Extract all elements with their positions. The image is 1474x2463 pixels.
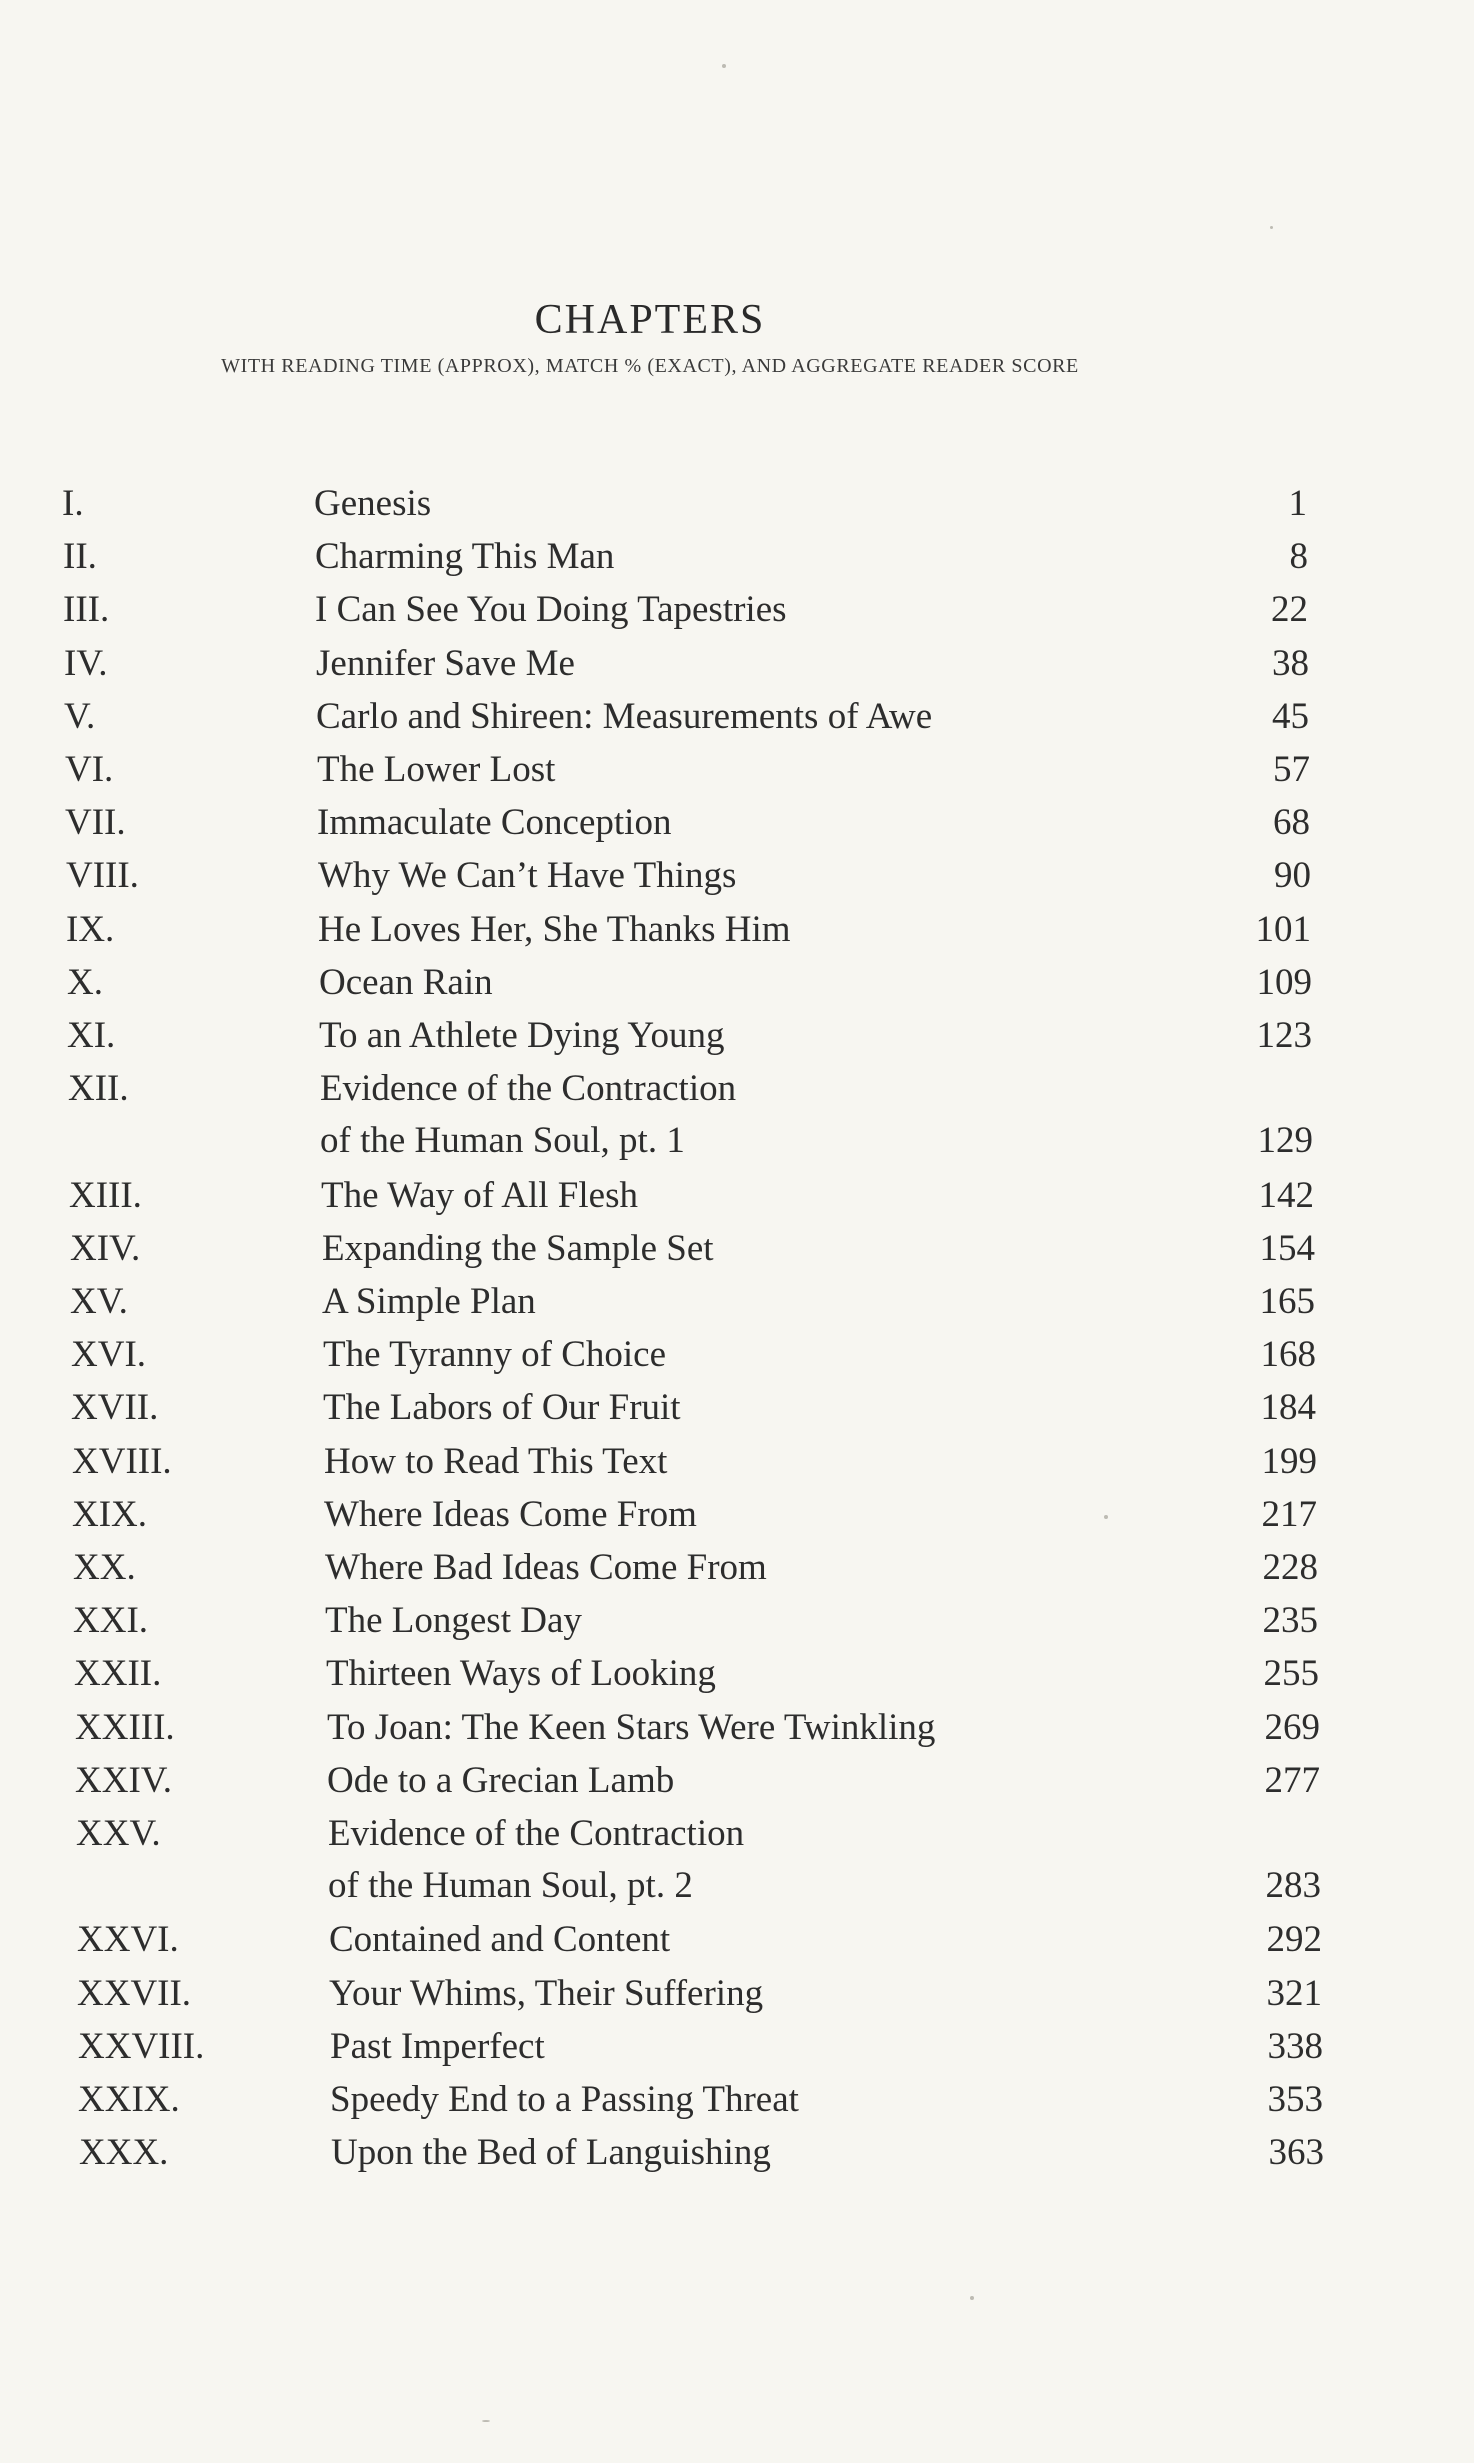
- toc-row: [75, 1759, 1320, 1811]
- chapter-number: VII.: [65, 802, 126, 844]
- chapter-title: Evidence of the Contraction: [328, 1813, 745, 1854]
- chapter-title: Ocean Rain: [319, 961, 493, 1003]
- chapter-number: XII.: [68, 1068, 129, 1110]
- toc-row: [75, 1706, 1320, 1758]
- chapter-title-continued: of the Human Soul, pt. 1: [320, 1120, 685, 1162]
- toc-row: [73, 1546, 1318, 1598]
- chapter-number: V.: [64, 695, 96, 737]
- toc-row: [70, 1227, 1315, 1279]
- chapter-title: To an Athlete Dying Young: [319, 1015, 725, 1056]
- chapter-number: VIII.: [66, 855, 139, 897]
- chapter-number: XVI.: [71, 1334, 147, 1376]
- chapter-title: Contained and Content: [329, 1919, 671, 1961]
- chapter-number: XX.: [73, 1547, 136, 1588]
- chapter-page-number: 165: [1259, 1281, 1315, 1322]
- chapter-number: VI.: [65, 749, 114, 790]
- chapter-page-number: 38: [1272, 642, 1309, 684]
- chapter-number: XI.: [67, 1015, 116, 1056]
- chapter-page-number: 217: [1261, 1493, 1317, 1535]
- chapter-title: Upon the Bed of Languishing: [331, 2132, 771, 2174]
- toc-row: [71, 1386, 1316, 1438]
- chapter-number: XXVIII.: [78, 2025, 205, 2067]
- chapter-page-number: 269: [1264, 1706, 1320, 1748]
- toc-row: [62, 482, 1307, 534]
- chapter-number: XXIV.: [75, 1759, 172, 1801]
- chapter-title: Jennifer Save Me: [316, 642, 575, 684]
- chapter-page-number: 292: [1266, 1919, 1322, 1961]
- chapter-title: Immaculate Conception: [317, 802, 672, 844]
- toc-row: [70, 1280, 1315, 1332]
- chapter-page-number: 277: [1264, 1759, 1320, 1801]
- page-subtitle: WITH READING TIME (APPROX), MATCH % (EXACT), AND AGGREGATE READER SCORE: [221, 355, 1079, 377]
- chapter-number: XXX.: [79, 2132, 169, 2174]
- chapter-page-number: 101: [1255, 908, 1311, 950]
- toc-row: [66, 854, 1311, 906]
- toc-row: [72, 1440, 1317, 1492]
- chapter-title: The Tyranny of Choice: [323, 1334, 666, 1376]
- chapter-title: Past Imperfect: [330, 2025, 545, 2067]
- chapter-title: Your Whims, Their Suffering: [329, 1972, 764, 2014]
- chapter-number: XIX.: [72, 1493, 148, 1535]
- chapter-number: XXIX.: [78, 2079, 180, 2120]
- chapter-title: Evidence of the Contraction: [320, 1068, 737, 1110]
- chapter-page-number: 199: [1261, 1440, 1317, 1482]
- chapter-title: Charming This Man: [315, 536, 615, 578]
- chapter-number: XVIII.: [72, 1440, 172, 1482]
- chapter-page-number: 22: [1271, 589, 1308, 631]
- chapter-page-number: 154: [1259, 1227, 1315, 1269]
- chapter-page-number: 129: [1257, 1120, 1313, 1162]
- chapter-title: He Loves Her, She Thanks Him: [318, 908, 791, 950]
- paper-speck: [722, 64, 726, 68]
- chapter-title: The Lower Lost: [317, 749, 556, 790]
- chapter-page-number: 109: [1256, 961, 1312, 1003]
- toc-row: [73, 1599, 1318, 1651]
- chapter-title-continued: of the Human Soul, pt. 2: [328, 1865, 693, 1906]
- chapter-page-number: 363: [1268, 2132, 1324, 2174]
- chapter-number: XXVI.: [77, 1919, 179, 1961]
- chapter-title: Speedy End to a Passing Threat: [330, 2079, 799, 2120]
- chapter-title: Expanding the Sample Set: [322, 1227, 714, 1269]
- chapter-page-number: 8: [1289, 536, 1308, 578]
- chapter-page-number: 57: [1273, 749, 1310, 790]
- chapter-number: IX.: [66, 908, 115, 950]
- toc-row: [67, 961, 1312, 1013]
- toc-row: [69, 1174, 1314, 1226]
- toc-row: [72, 1493, 1317, 1545]
- toc-row: [78, 2025, 1323, 2077]
- chapter-page-number: 184: [1260, 1387, 1316, 1429]
- toc-row: [64, 695, 1309, 747]
- chapter-title: The Labors of Our Fruit: [323, 1387, 681, 1429]
- chapter-title: Where Bad Ideas Come From: [325, 1547, 767, 1588]
- chapter-page-number: 235: [1262, 1600, 1318, 1642]
- chapter-number: II.: [63, 536, 97, 578]
- chapter-number: I.: [62, 483, 84, 524]
- chapter-page-number: 1: [1288, 483, 1307, 524]
- chapter-title: Why We Can’t Have Things: [318, 855, 737, 897]
- chapter-number: XXV.: [76, 1813, 161, 1854]
- toc-row: [77, 1918, 1322, 1970]
- chapter-title: Ode to a Grecian Lamb: [327, 1759, 675, 1801]
- toc-row: [64, 642, 1309, 694]
- chapter-title: Carlo and Shireen: Measurements of Awe: [316, 695, 933, 737]
- chapter-page-number: 255: [1263, 1653, 1319, 1695]
- toc-row: [79, 2131, 1324, 2183]
- paper-speck: [1270, 226, 1273, 229]
- chapter-title: I Can See You Doing Tapestries: [315, 589, 787, 631]
- chapter-page-number: 228: [1262, 1547, 1318, 1588]
- chapter-page-number: 45: [1272, 695, 1309, 737]
- paper-speck: [970, 2296, 974, 2300]
- toc-row: [78, 2078, 1323, 2130]
- chapter-title: Genesis: [314, 483, 432, 524]
- chapter-number: XXVII.: [77, 1972, 192, 2014]
- chapter-title: How to Read This Text: [324, 1440, 668, 1482]
- chapter-number: X.: [67, 961, 103, 1003]
- toc-row: [65, 748, 1310, 800]
- chapter-page-number: 68: [1273, 802, 1310, 844]
- toc-row: [63, 588, 1308, 640]
- chapter-title: To Joan: The Keen Stars Were Twinkling: [327, 1706, 936, 1748]
- chapter-page-number: 142: [1258, 1174, 1314, 1216]
- paper-speck: [1104, 1515, 1108, 1519]
- toc-row: [66, 908, 1311, 960]
- chapter-number: XVII.: [71, 1387, 159, 1429]
- chapter-title: A Simple Plan: [322, 1281, 536, 1322]
- toc-row: [63, 535, 1308, 587]
- chapter-number: XXII.: [74, 1653, 162, 1695]
- chapter-page-number: 321: [1266, 1972, 1322, 2014]
- chapter-title: The Way of All Flesh: [321, 1174, 638, 1216]
- chapter-page-number: 353: [1267, 2079, 1323, 2120]
- chapter-page-number: 123: [1256, 1015, 1312, 1056]
- chapter-number: XV.: [70, 1281, 128, 1322]
- chapter-title: Where Ideas Come From: [324, 1493, 697, 1535]
- chapter-number: XIV.: [70, 1227, 141, 1269]
- page-title: CHAPTERS: [534, 297, 766, 343]
- chapter-number: IV.: [64, 642, 108, 684]
- chapter-page-number: 283: [1265, 1865, 1321, 1906]
- toc-row: [74, 1652, 1319, 1704]
- chapter-number: XXIII.: [75, 1706, 175, 1748]
- chapter-number: XIII.: [69, 1174, 142, 1216]
- toc-row: [77, 1972, 1322, 2024]
- chapter-page-number: 90: [1274, 855, 1311, 897]
- chapter-number: III.: [63, 589, 110, 631]
- chapter-page-number: 168: [1260, 1334, 1316, 1376]
- chapter-number: XXI.: [73, 1600, 149, 1642]
- toc-row: [67, 1014, 1312, 1066]
- chapter-page-number: 338: [1267, 2025, 1323, 2067]
- paper-speck: [482, 2420, 490, 2422]
- chapter-title: The Longest Day: [325, 1600, 582, 1642]
- toc-row: [76, 1812, 1321, 1916]
- chapter-title: Thirteen Ways of Looking: [326, 1653, 716, 1695]
- toc-row: [65, 801, 1310, 853]
- toc-row: [71, 1333, 1316, 1385]
- toc-row: [68, 1067, 1313, 1171]
